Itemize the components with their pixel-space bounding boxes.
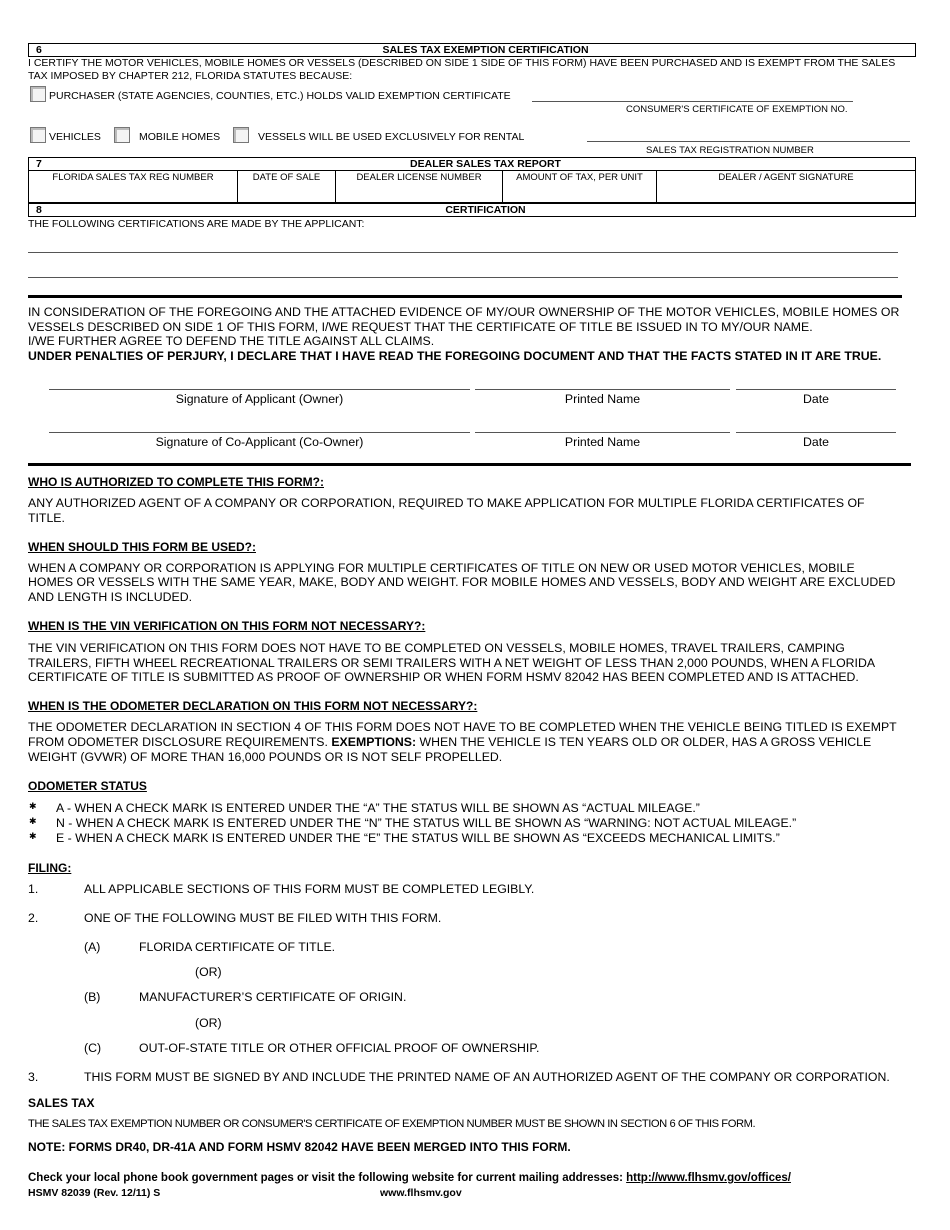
filing3-text: THIS FORM MUST BE SIGNED BY AND INCLUDE THE PRINTED NAME OF AN AUTHORIZED AGENT OF THE COMPANY OR CORPORATION. (84, 1070, 890, 1084)
filing1-text: ALL APPLICABLE SECTIONS OF THIS FORM MUST BE COMPLETED LEGIBLY. (84, 882, 535, 896)
odo-line1: THE ODOMETER DECLARATION IN SECTION 4 OF THIS FORM DOES NOT HAVE TO BE COMPLETED WHEN THE VEHICLE BEING TITLED IS EXEMPT (28, 720, 897, 734)
col-amount-of-tax[interactable]: AMOUNT OF TAX, PER UNIT (516, 172, 643, 183)
section8-number: 8 (36, 204, 42, 216)
perjury-statement: UNDER PENALTIES OF PERJURY, I DECLARE THAT I HAVE READ THE FOREGOING DOCUMENT AND THAT THE FACTS STATED IN IT ARE TRUE. (28, 349, 882, 363)
form-id: HSMV 82039 (Rev. 12/11) S (28, 1187, 161, 1199)
bullet-icon: ✱ (29, 801, 37, 811)
section6-intro-line2: TAX IMPOSED BY CHAPTER 212, FLORIDA STATUTES BECAUSE: (28, 70, 353, 82)
merged-forms-note: NOTE: FORMS DR40, DR-41A AND FORM HSMV 82042 HAVE BEEN MERGED INTO THIS FORM. (28, 1140, 571, 1154)
who-line1: ANY AUTHORIZED AGENT OF A COMPANY OR CORPORATION, REQUIRED TO MAKE APPLICATION FOR MULTIPLE FLORIDA CERTIFICATES OF (28, 496, 865, 510)
purchaser-label: PURCHASER (STATE AGENCIES, COUNTIES, ETC.) HOLDS VALID EXEMPTION CERTIFICATE (49, 90, 511, 102)
option-a-text: FLORIDA CERTIFICATE OF TITLE. (139, 940, 336, 954)
co-applicant-signature-field[interactable] (49, 432, 470, 433)
section8-intro: THE FOLLOWING CERTIFICATIONS ARE MADE BY THE APPLICANT: (28, 218, 365, 230)
divider (28, 463, 911, 466)
applicant-signature-label: Signature of Applicant (Owner) (175, 392, 344, 406)
col-date-of-sale[interactable]: DATE OF SALE (252, 172, 321, 183)
filing1-number: 1. (28, 882, 39, 896)
who-heading: WHO IS AUTHORIZED TO COMPLETE THIS FORM?: (28, 475, 324, 489)
section6-number: 6 (36, 44, 42, 56)
vehicles-label: VEHICLES (49, 131, 101, 143)
odo-heading: WHEN IS THE ODOMETER DECLARATION ON THIS FORM NOT NECESSARY?: (28, 699, 478, 713)
applicant-date-field[interactable] (736, 389, 896, 390)
odo-line2-start: FROM ODOMETER DISCLOSURE REQUIREMENTS. (28, 735, 332, 749)
odo-line3: WEIGHT (GVWR) OF MORE THAN 16,000 POUNDS OR IS NOT SELF PROPELLED. (28, 750, 503, 764)
co-applicant-printed-name-field[interactable] (475, 432, 730, 433)
section6-intro-line1: I CERTIFY THE MOTOR VEHICLES, MOBILE HOMES OR VESSELS (DESCRIBED ON SIDE 1 SIDE OF THIS FORM) HAVE BEEN PURCHASED AND IS EXEMPT FROM THE SALES (28, 57, 896, 69)
mobile-homes-checkbox[interactable] (114, 127, 130, 143)
applicant-date-label: Date (803, 392, 829, 406)
sales-tax-heading: SALES TAX (28, 1096, 95, 1110)
vin-line2: TRAILERS, FIFTH WHEEL RECREATIONAL TRAILERS OR SEMI TRAILERS WITH A NET WEIGHT OF LESS THAN 2,000 POUNDS, WHEN A FLORIDA (28, 656, 876, 670)
certification-line[interactable] (28, 277, 898, 278)
who-line2: TITLE. (28, 511, 65, 525)
divider (28, 295, 902, 298)
section7-title: DEALER SALES TAX REPORT (410, 158, 561, 170)
certification-line[interactable] (28, 252, 898, 253)
option-c-text: OUT-OF-STATE TITLE OR OTHER OFFICIAL PROOF OF OWNERSHIP. (139, 1041, 540, 1055)
consideration-line1: IN CONSIDERATION OF THE FOREGOING AND THE ATTACHED EVIDENCE OF MY/OUR OWNERSHIP OF THE MOTOR VEHICLES, MOBILE HOMES OR (28, 305, 900, 319)
sales-tax-text: THE SALES TAX EXEMPTION NUMBER OR CONSUMER'S CERTIFICATE OF EXEMPTION NUMBER MUST BE SHOWN IN SECTION 6 OF THIS FORM. (28, 1118, 756, 1130)
or-label: (OR) (195, 1016, 222, 1030)
filing-heading: FILING: (28, 861, 72, 875)
consumer-cert-label: CONSUMER'S CERTIFICATE OF EXEMPTION NO. (626, 104, 848, 115)
option-c-label: (C) (84, 1041, 102, 1055)
section6-title: SALES TAX EXEMPTION CERTIFICATION (382, 44, 589, 56)
vin-heading: WHEN IS THE VIN VERIFICATION ON THIS FORM NOT NECESSARY?: (28, 619, 426, 633)
or-label: (OR) (195, 965, 222, 979)
consideration-line3: I/WE FURTHER AGREE TO DEFEND THE TITLE AGAINST ALL CLAIMS. (28, 334, 435, 348)
co-applicant-date-label: Date (803, 435, 829, 449)
vehicles-checkbox[interactable] (30, 127, 46, 143)
filing2-number: 2. (28, 911, 39, 925)
applicant-printed-name-field[interactable] (475, 389, 730, 390)
status-item-a: A - WHEN A CHECK MARK IS ENTERED UNDER THE “A” THE STATUS WILL BE SHOWN AS “ACTUAL MILEAGE.” (56, 801, 700, 815)
co-applicant-signature-label: Signature of Co-Applicant (Co-Owner) (155, 435, 364, 449)
offices-link[interactable]: http://www.flhsmv.gov/offices/ (626, 1172, 791, 1184)
consumer-cert-field[interactable] (532, 101, 853, 102)
bullet-icon: ✱ (29, 816, 37, 826)
odometer-status-heading: ODOMETER STATUS (28, 779, 147, 793)
mobile-homes-label: MOBILE HOMES (139, 131, 221, 143)
odo-line2 (28, 735, 871, 750)
bullet-icon: ✱ (29, 831, 37, 841)
applicant-printed-name-label: Printed Name (564, 392, 641, 406)
consideration-line2: VESSELS DESCRIBED ON SIDE 1 OF THIS FORM, I/WE REQUEST THAT THE CERTIFICATE OF TITLE BE ISSUED IN TO MY/OUR NAME. (28, 320, 813, 334)
purchaser-checkbox[interactable] (30, 86, 46, 102)
status-item-e: E - WHEN A CHECK MARK IS ENTERED UNDER THE “E” THE STATUS WILL BE SHOWN AS “EXCEEDS MECHANICAL LIMITS.” (56, 831, 780, 845)
filing2-text: ONE OF THE FOLLOWING MUST BE FILED WITH THIS FORM. (84, 911, 442, 925)
footer-check-text (28, 1172, 791, 1184)
section8-title: CERTIFICATION (445, 204, 526, 216)
vessels-checkbox[interactable] (233, 127, 249, 143)
co-applicant-date-field[interactable] (736, 432, 896, 433)
when-line2: HOMES OR VESSELS WITH THE SAME YEAR, MAKE, BODY AND WEIGHT. FOR MOBILE HOMES AND VESSELS, BODY AND WEIGHT ARE EXCLUDED (28, 575, 896, 589)
when-heading: WHEN SHOULD THIS FORM BE USED?: (28, 540, 256, 554)
when-line1: WHEN A COMPANY OR CORPORATION IS APPLYING FOR MULTIPLE CERTIFICATES OF TITLE ON NEW OR USED MOTOR VEHICLES, MOBILE (28, 561, 855, 575)
vin-line1: THE VIN VERIFICATION ON THIS FORM DOES NOT HAVE TO BE COMPLETED ON VESSELS, MOBILE HOMES, TRAVEL TRAILERS, CAMPING (28, 641, 845, 655)
option-a-label: (A) (84, 940, 101, 954)
option-b-label: (B) (84, 990, 101, 1004)
sales-tax-reg-field[interactable] (587, 141, 910, 142)
website: www.flhsmv.gov (380, 1187, 462, 1199)
footer-check-label: Check your local phone book government pages or visit the following website for current mailing addresses: (28, 1172, 627, 1184)
co-applicant-printed-name-label: Printed Name (564, 435, 641, 449)
vessels-label: VESSELS WILL BE USED EXCLUSIVELY FOR RENTAL (258, 131, 525, 143)
section7-header-rule (28, 170, 916, 171)
col-florida-reg[interactable]: FLORIDA SALES TAX REG NUMBER (52, 172, 214, 183)
odo-line2-end: WHEN THE VEHICLE IS TEN YEARS OLD OR OLDER, HAS A GROSS VEHICLE (416, 735, 872, 749)
exemptions-label: EXEMPTIONS: (331, 735, 417, 749)
when-line3: AND LENGTH IS INCLUDED. (28, 590, 192, 604)
sales-tax-reg-label: SALES TAX REGISTRATION NUMBER (646, 145, 814, 156)
vin-line3: CERTIFICATE OF TITLE IS SUBMITTED AS PROOF OF OWNERSHIP OR WHEN FORM HSMV 82042 HAS BEEN COMPLETED AND IS ATTACHED. (28, 670, 859, 684)
col-dealer-signature[interactable]: DEALER / AGENT SIGNATURE (718, 172, 854, 183)
option-b-text: MANUFACTURER’S CERTIFICATE OF ORIGIN. (139, 990, 407, 1004)
col-dealer-license[interactable]: DEALER LICENSE NUMBER (356, 172, 482, 183)
filing3-number: 3. (28, 1070, 39, 1084)
applicant-signature-field[interactable] (49, 389, 470, 390)
status-item-n: N - WHEN A CHECK MARK IS ENTERED UNDER THE “N” THE STATUS WILL BE SHOWN AS “WARNING: NOT ACTUAL MILEAGE.” (56, 816, 797, 830)
section7-number: 7 (36, 158, 42, 170)
